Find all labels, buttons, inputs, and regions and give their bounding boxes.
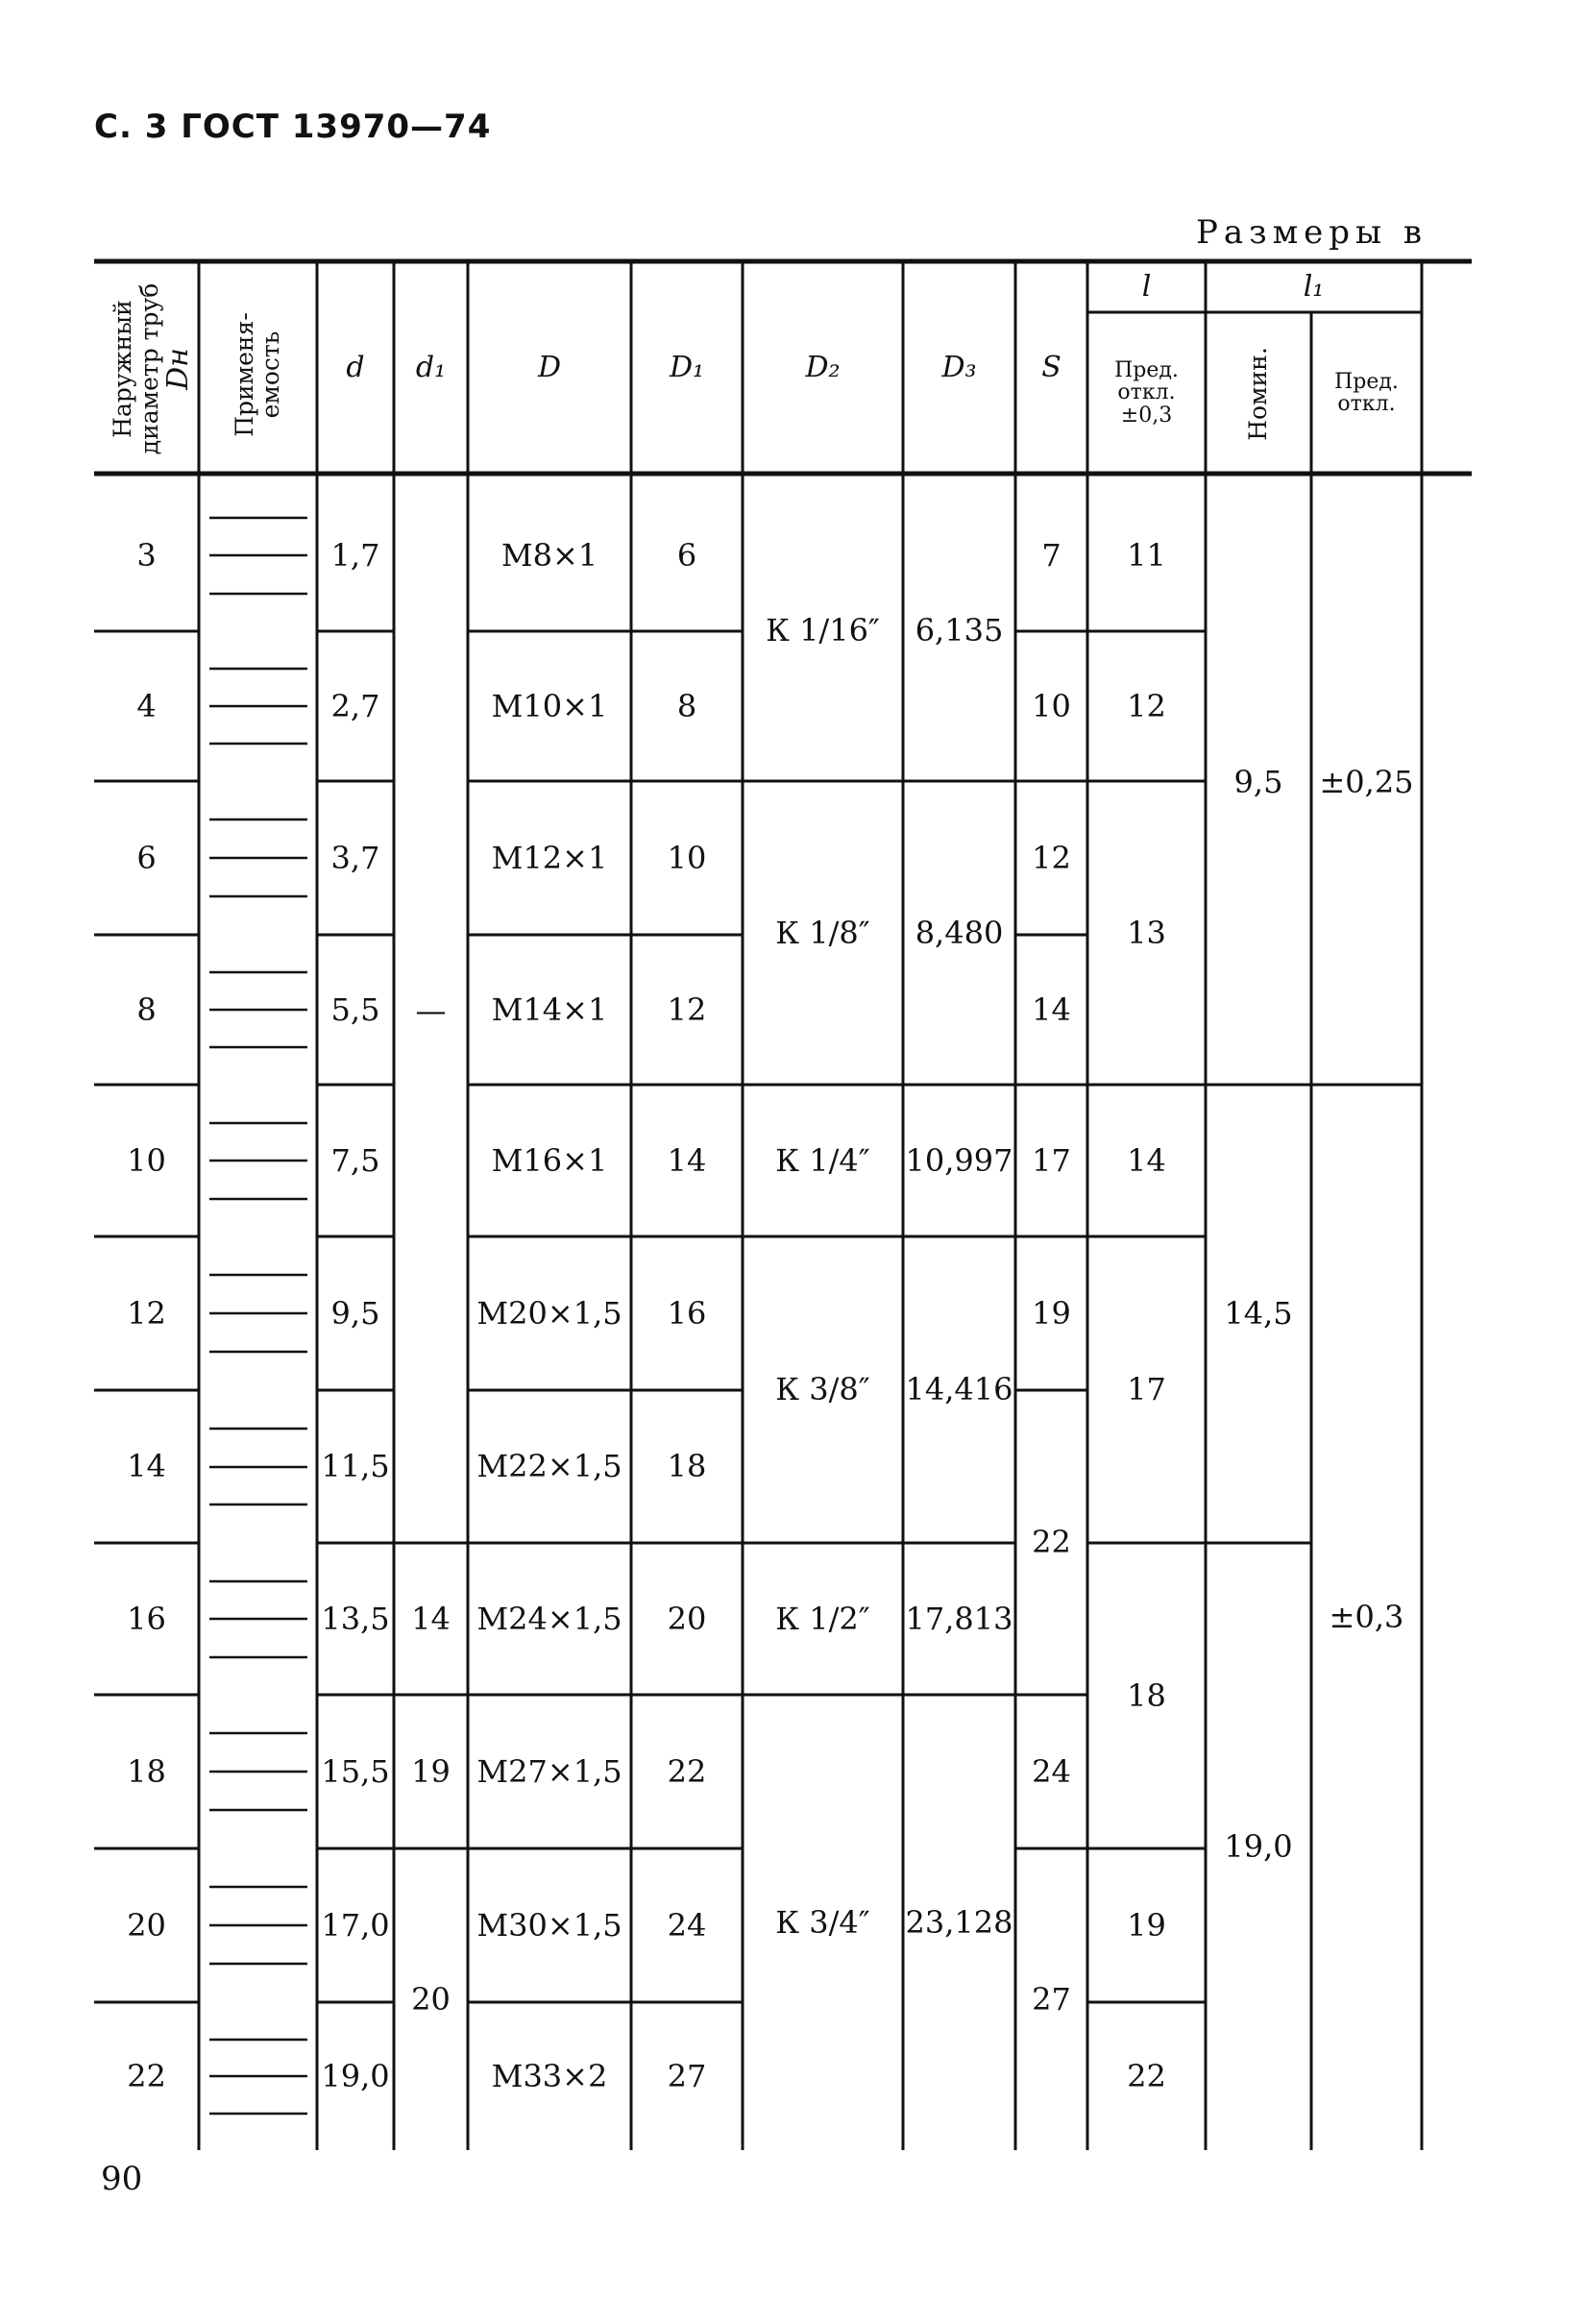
l1-nominal-b: 14,5 [1224,1295,1293,1333]
l-row-22: 22 [1127,2057,1166,2094]
cell-d: 17,0 [321,1906,390,1944]
cell-d: 13,5 [321,1600,390,1637]
cell-d: M12×1 [491,839,608,876]
d1-row-18: 19 [411,1752,451,1790]
cell-dn: 6 [136,839,157,876]
header-D2: D₂ [805,351,841,384]
header-l-tolerance [1087,312,1206,474]
cell-d: 9,5 [330,1294,380,1332]
cell-d: M8×1 [500,536,598,574]
cell-d1: 16 [667,1294,707,1332]
cell-d1: 6 [676,536,697,574]
d1-dash: — [415,992,447,1030]
cell-d: M20×1,5 [476,1294,622,1332]
l1-tolerance-b: ±0,3 [1329,1599,1404,1636]
header-l: l [1141,270,1152,304]
units-note: Размеры в [1196,213,1428,252]
header-l-tol-line3: ±0,3 [1120,403,1173,428]
cell-d: M10×1 [491,687,608,724]
cell-dn: 8 [136,991,157,1028]
cell-dn: 20 [127,1906,166,1944]
cell-d1: 18 [667,1448,707,1485]
cell-dn: 4 [136,687,157,724]
cell-d: M22×1,5 [476,1448,622,1485]
cell-dn: 12 [127,1294,166,1332]
D3-group-f: 23,128 [905,1903,1013,1941]
S-row-10: 17 [1032,1141,1071,1179]
D2-group-f: К 3/4″ [775,1903,870,1941]
cell-d1: 20 [667,1600,707,1637]
S-row-8: 14 [1032,991,1071,1028]
l-rows-16-18: 18 [1127,1676,1166,1714]
page-number: 90 [101,2160,143,2198]
header-l1-nominal: Номин. [1244,347,1273,441]
D3-group-a: 6,135 [915,611,1004,648]
cell-d: 1,7 [330,536,380,574]
cell-d1: 14 [667,1141,707,1179]
S-rows-14-16: 22 [1032,1524,1071,1561]
header-dn-line2: диаметр труб [134,282,163,455]
cell-dn: 3 [136,536,157,574]
l1-nominal-c: 19,0 [1224,1827,1293,1865]
D2-group-b: К 1/8″ [775,914,870,951]
cell-d: 3,7 [330,839,380,876]
l1-tolerance-a: ±0,25 [1319,763,1414,800]
header-applicability-line1: Применя- [230,312,258,437]
cell-d1: 27 [667,2057,707,2094]
S-row-4: 10 [1032,687,1071,724]
header-l1: l₁ [1303,270,1325,304]
cell-d1: 12 [667,991,707,1028]
cell-d1: 24 [667,1906,707,1944]
header-dn-line3: Dн [161,348,195,390]
cell-d1: 22 [667,1752,707,1790]
l-row-3: 11 [1127,536,1166,574]
D3-group-c: 10,997 [905,1141,1013,1179]
cell-dn: 22 [127,2057,166,2094]
header-applicability [200,274,315,476]
header-D3: D₃ [941,351,977,384]
l-row-4: 12 [1127,687,1166,724]
S-rows-20-22: 27 [1032,1980,1071,2018]
D2-group-e: К 1/2″ [775,1600,870,1637]
D2-group-d: К 3/8″ [775,1371,870,1408]
cell-d: 11,5 [321,1448,390,1485]
cell-d1: 8 [676,687,697,724]
cell-d: M24×1,5 [476,1600,622,1637]
header-D1: D₁ [669,351,705,384]
header-dn-line1: Наружный [109,300,136,438]
cell-dn: 10 [127,1141,166,1179]
header-D: D [537,351,562,384]
cell-d: 7,5 [330,1141,380,1179]
header-S: S [1041,351,1061,384]
l-row-20: 19 [1127,1906,1166,1944]
header-d1: d₁ [415,351,447,384]
cell-d: M30×1,5 [476,1906,622,1944]
cell-d: M14×1 [491,991,608,1028]
header-l1-tol-line1: Пред. [1334,369,1399,394]
d1-row-16: 14 [411,1600,451,1637]
S-row-6: 12 [1032,839,1071,876]
header-l-tol-line1: Пред. [1114,358,1179,383]
cell-d: 15,5 [321,1752,390,1790]
D3-group-d: 14,416 [905,1371,1013,1408]
cell-dn: 16 [127,1600,166,1637]
D3-group-e: 17,813 [905,1600,1013,1637]
l-row-10: 14 [1127,1141,1166,1179]
l1-nominal-a: 9,5 [1233,763,1283,800]
header-l-tol-line2: откл. [1117,380,1176,405]
header-l1-tolerance [1311,312,1422,474]
cell-dn: 14 [127,1448,166,1485]
cell-d: 19,0 [321,2057,390,2094]
cell-d: M27×1,5 [476,1752,622,1790]
cell-d: M16×1 [491,1141,608,1179]
page-header: С. 3 ГОСТ 13970—74 [94,108,492,146]
S-row-18: 24 [1032,1752,1071,1790]
D3-group-b: 8,480 [915,914,1004,951]
cell-d: 5,5 [330,991,380,1028]
S-row-3: 7 [1041,536,1061,574]
D2-group-a: К 1/16″ [766,611,880,648]
S-row-12: 19 [1032,1294,1071,1332]
header-applicability-line2: емость [256,330,284,419]
header-outer-diameter [100,268,204,470]
cell-dn: 18 [127,1752,166,1790]
D2-group-c: К 1/4″ [775,1141,870,1179]
cell-d: M33×2 [491,2057,608,2094]
l-rows-12-14: 17 [1127,1371,1166,1408]
cell-d1: 10 [667,839,707,876]
cell-d: 2,7 [330,687,380,724]
header-d: d [346,351,365,384]
d1-rows-20-22: 20 [411,1980,451,2018]
header-l1-tol-line2: откл. [1337,392,1396,416]
l-rows-6-8: 13 [1127,914,1166,951]
